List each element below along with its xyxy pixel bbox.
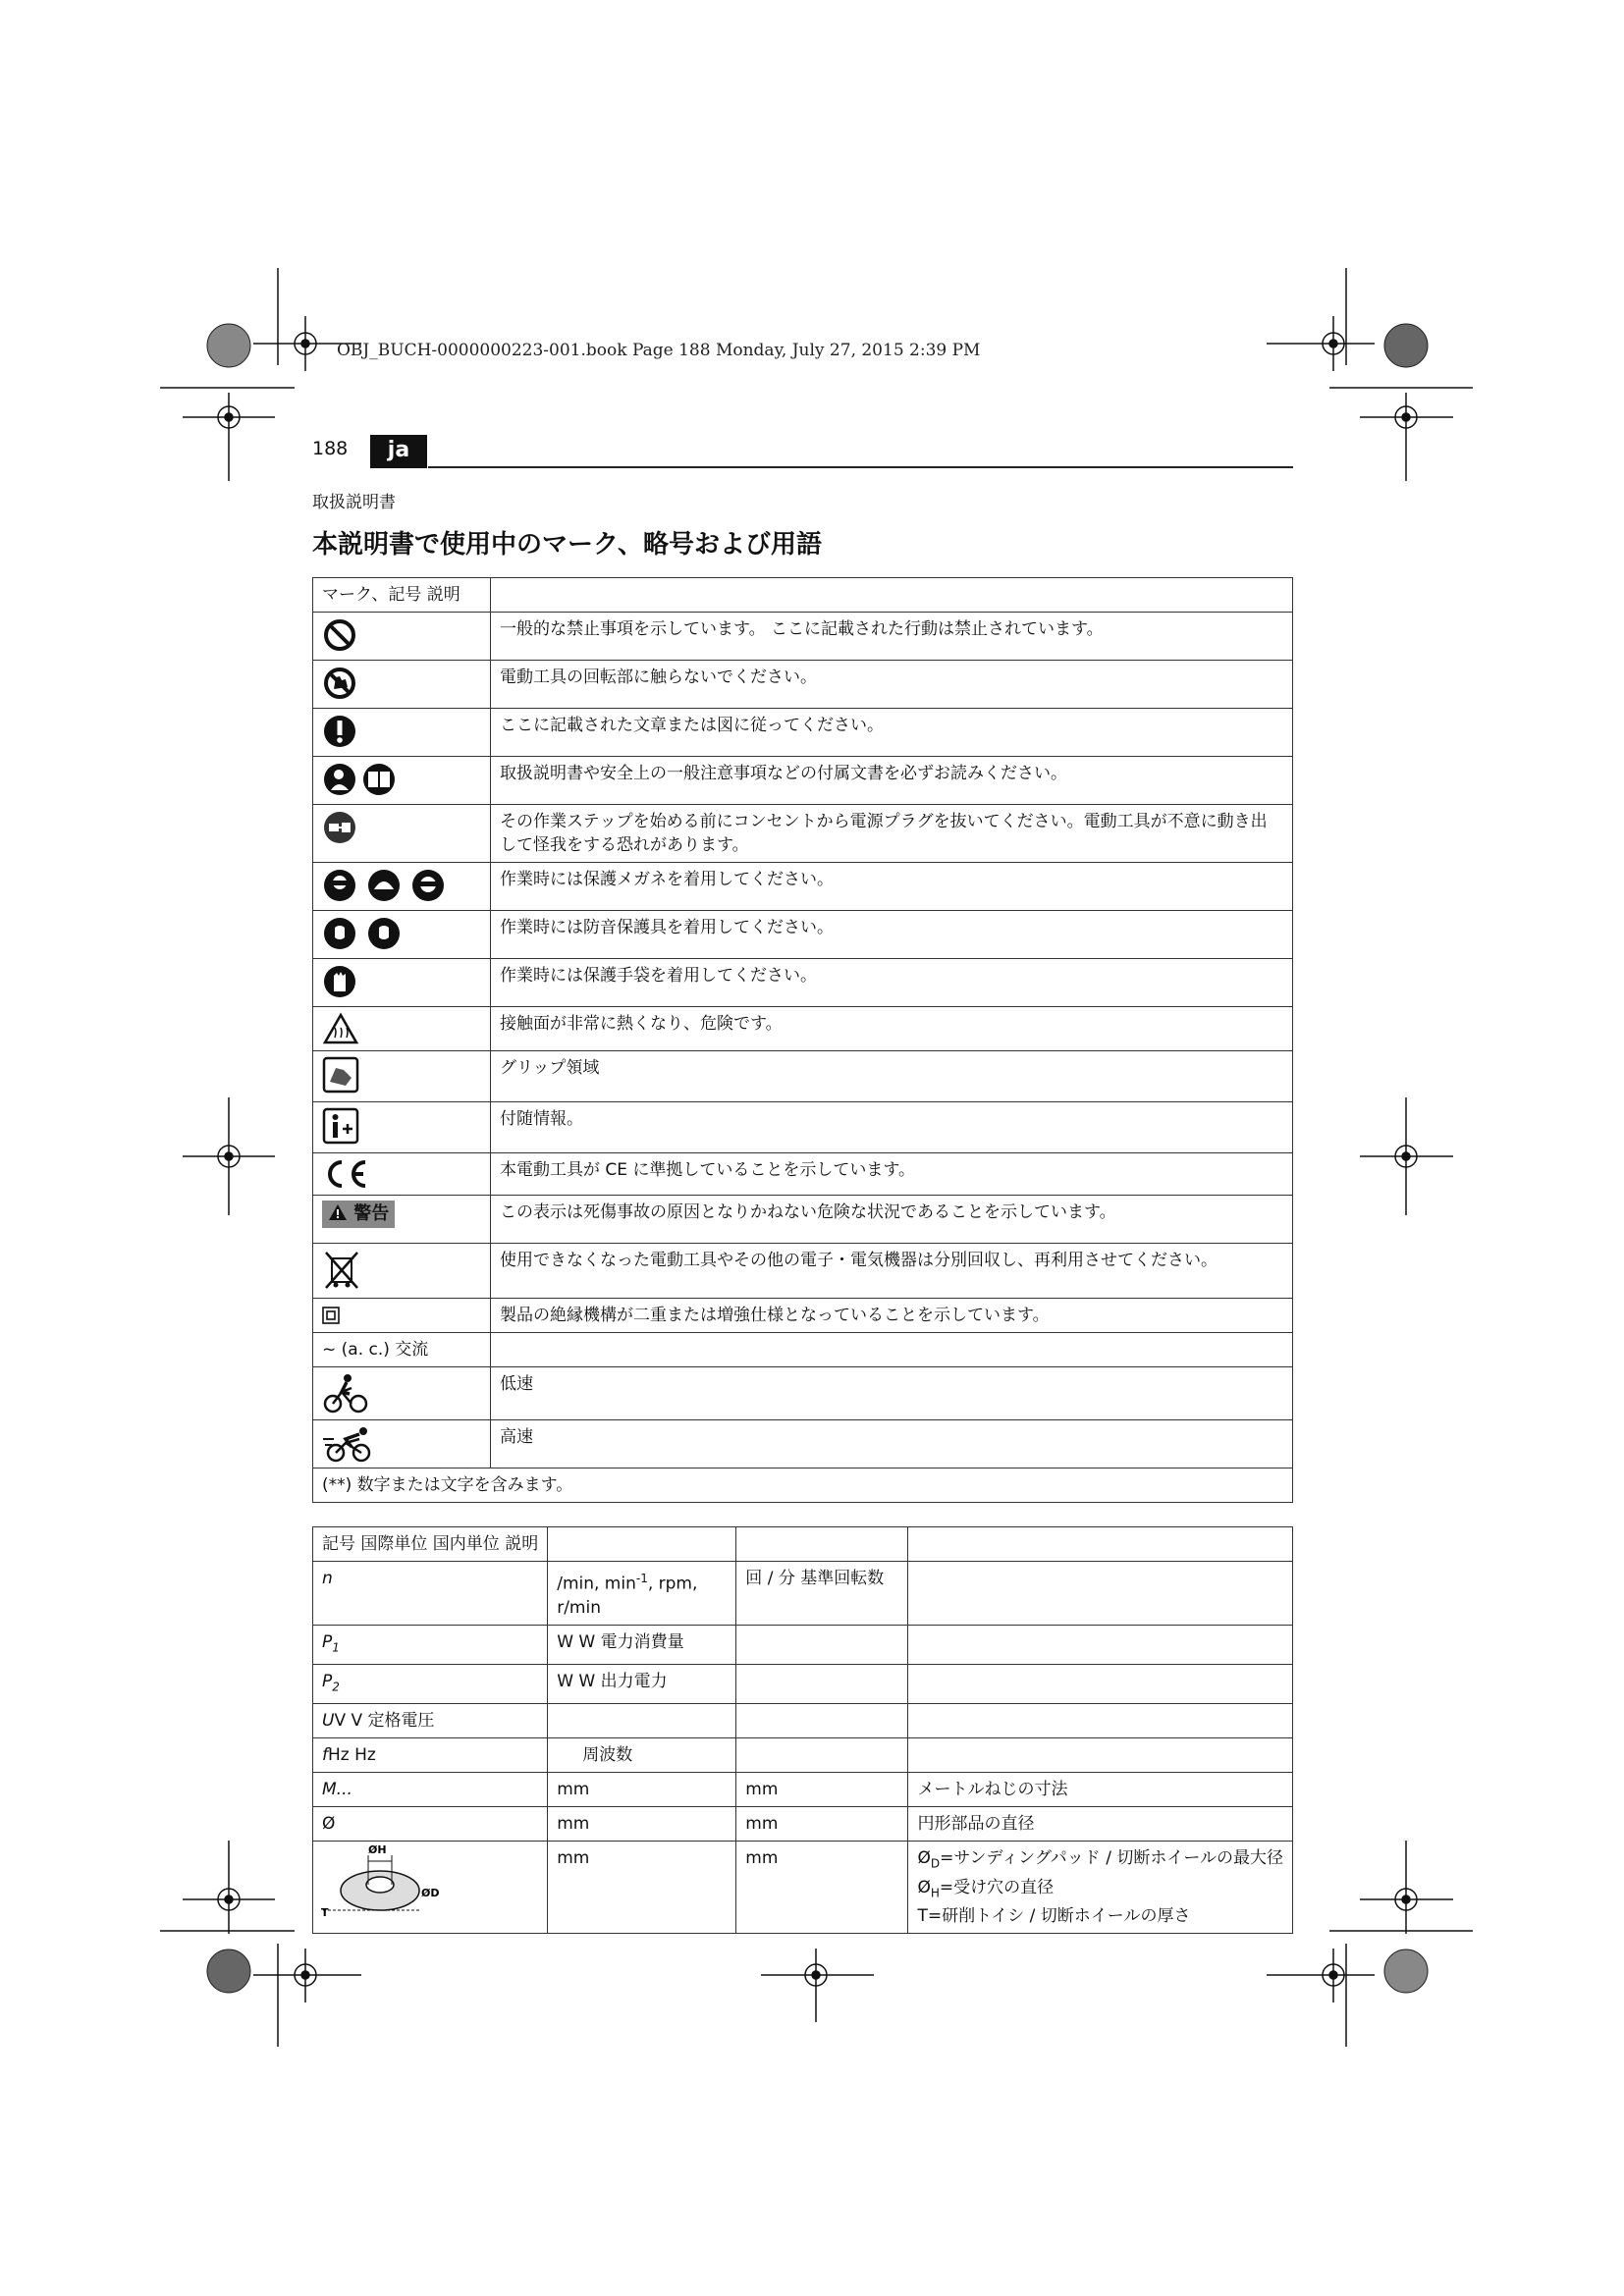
units-table: [312, 1526, 1293, 1934]
symbol-cell: M...: [313, 1773, 548, 1807]
row-text: 付随情報。: [491, 1102, 1293, 1153]
intl-unit-cell: mm: [548, 1842, 736, 1934]
table-row: [313, 1704, 1293, 1738]
table-row: [313, 911, 1293, 959]
section-label: 取扱説明書: [312, 493, 396, 512]
symbol-text: P: [322, 1631, 333, 1652]
desc-cell: [908, 1704, 1293, 1738]
symbol-text: f: [322, 1745, 328, 1766]
desc-cell: [908, 1665, 1293, 1704]
intl-unit-cell: 周波数: [548, 1738, 736, 1773]
read-manual-icon: [322, 762, 401, 797]
row-text: 一般的な禁止事項を示しています。 ここに記載された行動は禁止されています。: [491, 613, 1293, 661]
symbols-header: マーク、記号 説明: [313, 578, 491, 613]
natl-unit-cell: 回 / 分 基準回転数: [736, 1562, 908, 1626]
symbol-cell: [313, 1842, 548, 1934]
table-row: [313, 757, 1293, 805]
hot-surface-icon: [322, 1012, 359, 1045]
desc-text: T=研削トイシ / 切断ホイールの厚さ: [917, 1906, 1191, 1927]
table-row: [313, 863, 1293, 911]
row-text: 電動工具の回転部に触らないでください。: [491, 661, 1293, 709]
natl-unit-cell: [736, 1704, 908, 1738]
intl-unit-cell: [548, 1704, 736, 1738]
mandatory-exclamation-icon: [322, 714, 357, 749]
ac-mark: ~ (a. c.) 交流: [313, 1333, 491, 1367]
symbol-rest: Hz Hz: [328, 1745, 376, 1766]
row-text: 接触面が非常に熱くなり、危険です。: [491, 1007, 1293, 1051]
table-row: [313, 1773, 1293, 1807]
table-row: [313, 1625, 1293, 1664]
row-text: この表示は死傷事故の原因となりかねない危険な状況であることを示しています。: [491, 1196, 1293, 1244]
symbol-rest: V V 定格電圧: [334, 1711, 435, 1732]
page-number: 188: [312, 438, 349, 459]
natl-unit-cell: [736, 1665, 908, 1704]
table-row: [313, 1007, 1293, 1051]
table-row: [313, 1153, 1293, 1196]
table-row: [313, 1807, 1293, 1842]
subscript: H: [930, 1886, 940, 1900]
symbol-cell: Ø: [313, 1807, 548, 1842]
table-header-row: [313, 578, 1293, 613]
table-row: [313, 1196, 1293, 1244]
low-speed-cyclist-icon: [322, 1372, 369, 1414]
eye-protection-icon: [322, 868, 450, 903]
symbol-cell: n: [313, 1562, 548, 1626]
intl-unit-cell: mm: [548, 1773, 736, 1807]
symbols-table: [312, 577, 1293, 1503]
natl-unit-cell: mm: [736, 1773, 908, 1807]
high-speed-cyclist-icon: [322, 1425, 375, 1463]
table-row: [313, 805, 1293, 863]
row-text: [491, 1333, 1293, 1367]
row-text: 本電動工具が CE に準拠していることを示しています。: [491, 1153, 1293, 1196]
weee-bin-icon: [322, 1249, 361, 1292]
table-row: [313, 1367, 1293, 1420]
symbol-cell: [313, 1665, 548, 1704]
table-header-row: [313, 1527, 1293, 1562]
row-text: 作業時には保護手袋を着用してください。: [491, 959, 1293, 1007]
symbol-cell: [313, 1704, 548, 1738]
desc-cell: [908, 1562, 1293, 1626]
unplug-icon: [322, 810, 357, 845]
table-row: [313, 1244, 1293, 1299]
table-row: [313, 959, 1293, 1007]
table-row: [313, 613, 1293, 661]
grip-area-icon: [322, 1056, 359, 1094]
table-row: [313, 1102, 1293, 1153]
table-row: [313, 1051, 1293, 1102]
table-row: [313, 1738, 1293, 1773]
row-text: その作業ステップを始める前にコンセントから電源プラグを抜いてください。電動工具が不意に動き出して怪我をする恐れがあります。: [491, 805, 1293, 863]
natl-unit-cell: [736, 1738, 908, 1773]
desc-cell: [908, 1842, 1293, 1934]
exponent: -1: [635, 1572, 648, 1585]
desc-cell: [908, 1625, 1293, 1664]
diagram-label-oh: ØH: [368, 1843, 387, 1857]
subscript: 2: [332, 1680, 340, 1694]
ear-protection-icon: [322, 916, 406, 951]
diagram-label-od: ØD: [421, 1887, 440, 1900]
desc-cell: [908, 1738, 1293, 1773]
table-row: [313, 1665, 1293, 1704]
desc-text: =サンディングパッド / 切断ホイールの最大径: [940, 1848, 1283, 1869]
warning-label: 警告: [353, 1203, 390, 1224]
table-row: [313, 1842, 1293, 1934]
row-text: 高速: [491, 1420, 1293, 1468]
row-text: ここに記載された文章または図に従ってください。: [491, 709, 1293, 757]
gloves-icon: [322, 964, 357, 999]
table-row: [313, 1299, 1293, 1333]
intl-unit-cell: W W 出力電力: [548, 1665, 736, 1704]
warning-sign-icon: [322, 1201, 395, 1228]
no-touch-rotating-icon: [322, 666, 357, 701]
symbol-cell: [313, 1738, 548, 1773]
units-header: 記号 国際単位 国内単位 説明: [313, 1527, 548, 1562]
print-info-line: OBJ_BUCH-0000000223-001.book Page 188 Monday, July 27, 2015 2:39 PM: [337, 341, 981, 360]
subscript: 1: [332, 1640, 340, 1655]
table-footnote-row: [313, 1468, 1293, 1503]
intl-unit-text: r/min: [557, 1597, 601, 1618]
prohibition-icon: [322, 617, 357, 653]
info-icon: [322, 1107, 359, 1145]
table-row: [313, 1562, 1293, 1626]
symbol-text: U: [322, 1711, 335, 1732]
intl-unit-text: , rpm,: [647, 1574, 698, 1594]
table-row: [313, 1333, 1293, 1367]
intl-unit-cell: mm: [548, 1807, 736, 1842]
disc-dimension-diagram: [319, 1843, 457, 1918]
table-row: [313, 1420, 1293, 1468]
row-text: 低速: [491, 1367, 1293, 1420]
footnote: (**) 数字または文字を含みます。: [313, 1468, 1293, 1503]
row-text: グリップ領域: [491, 1051, 1293, 1102]
row-text: 製品の絶縁機構が二重または増強仕様となっていることを示しています。: [491, 1299, 1293, 1333]
language-tab: ja: [370, 435, 427, 468]
diagram-label-t: T: [321, 1906, 329, 1919]
desc-cell: メートルねじの寸法: [908, 1773, 1293, 1807]
natl-unit-cell: mm: [736, 1842, 908, 1934]
intl-unit-text: /min, min: [557, 1574, 636, 1594]
desc-cell: 円形部品の直径: [908, 1807, 1293, 1842]
subscript: D: [930, 1856, 941, 1871]
row-text: 作業時には保護メガネを着用してください。: [491, 863, 1293, 911]
header-rule: [428, 466, 1293, 468]
table-row: [313, 709, 1293, 757]
symbol-cell: [313, 1625, 548, 1664]
natl-unit-cell: mm: [736, 1807, 908, 1842]
symbol-text: P: [322, 1672, 333, 1692]
table-row: [313, 661, 1293, 709]
desc-text: =受け穴の直径: [939, 1877, 1055, 1897]
row-text: 作業時には防音保護具を着用してください。: [491, 911, 1293, 959]
row-text: 取扱説明書や安全上の一般注意事項などの付属文書を必ずお読みください。: [491, 757, 1293, 805]
intl-unit-cell: [548, 1562, 736, 1626]
ce-mark-icon: [322, 1158, 369, 1190]
natl-unit-cell: [736, 1625, 908, 1664]
double-insulation-icon: [322, 1307, 340, 1324]
row-text: 使用できなくなった電動工具やその他の電子・電気機器は分別回収し、再利用させてください。: [491, 1244, 1293, 1299]
desc-text: Ø: [917, 1848, 931, 1869]
intl-unit-cell: W W 電力消費量: [548, 1625, 736, 1664]
desc-text: Ø: [917, 1877, 931, 1897]
page-title: 本説明書で使用中のマーク、略号および用語: [312, 530, 822, 560]
